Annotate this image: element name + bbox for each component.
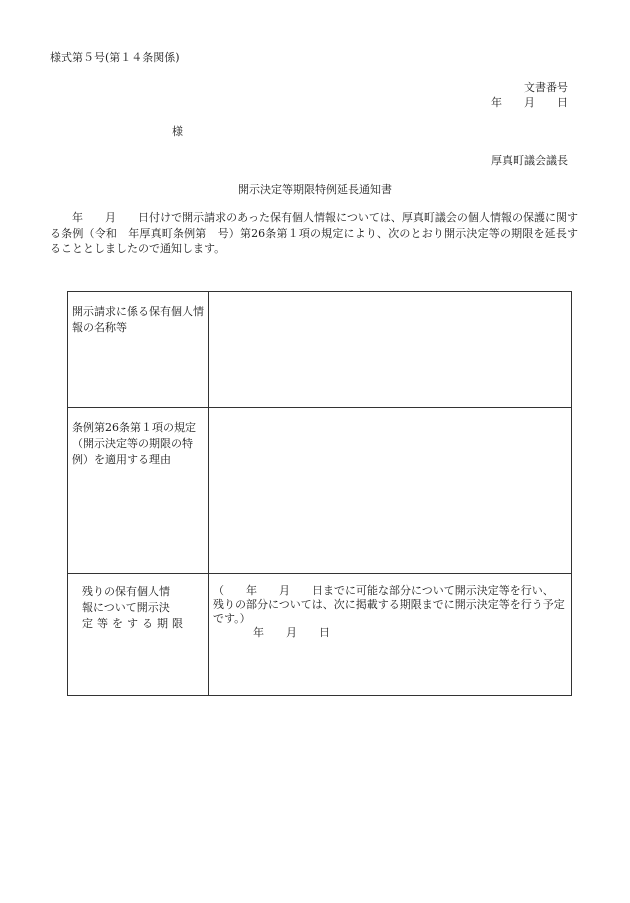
issue-date [491,95,568,110]
deadline-value-line: 残りの部分については、次に掲載する期限までに開示決定等を行う予定です。） [213,598,565,625]
deadline-label-line: 定等をする期限 [82,617,187,630]
date-year: 年 [491,96,502,109]
deadline-label-line: 報について開示決 [82,601,170,614]
deadline-label [68,574,209,696]
document-title: 開示決定等期限特例延長通知書 [238,183,392,196]
date-month: 月 [524,96,535,109]
extension-details-table [67,291,572,696]
deadline-value-line: （ 年 月 日までに可能な部分について開示決定等を行い、 [213,584,554,597]
info-name-value [209,292,572,408]
table-row [68,574,572,696]
info-name-label: 開示請求に係る保有個人情報の名称等 [68,292,209,408]
form-number: 様式第５号(第１４条関係) [50,51,180,64]
table-row [68,292,572,408]
addressee: 様 [172,125,183,138]
sender-name: 厚真町議会議長 [491,154,568,167]
deadline-label-line: 残りの保有個人情 [82,585,170,598]
date-day: 日 [557,96,568,109]
table-row [68,408,572,574]
reason-label: 条例第26条第１項の規定（開示決定等の期限の特例）を適用する理由 [68,408,209,574]
document-number-label: 文書番号 [524,81,568,94]
reason-value [209,408,572,574]
deadline-value [209,574,572,696]
body-paragraph: 年 月 日付けで開示請求のあった保有個人情報については、厚真町議会の個人情報の保護に関する条例（令和 年厚真町条例第 号）第26条第１項の規定により、次のとおり開示決定等の期限を延長することとしましたので通知します。 [50,211,578,255]
deadline-date: 年 月 日 [253,626,330,639]
